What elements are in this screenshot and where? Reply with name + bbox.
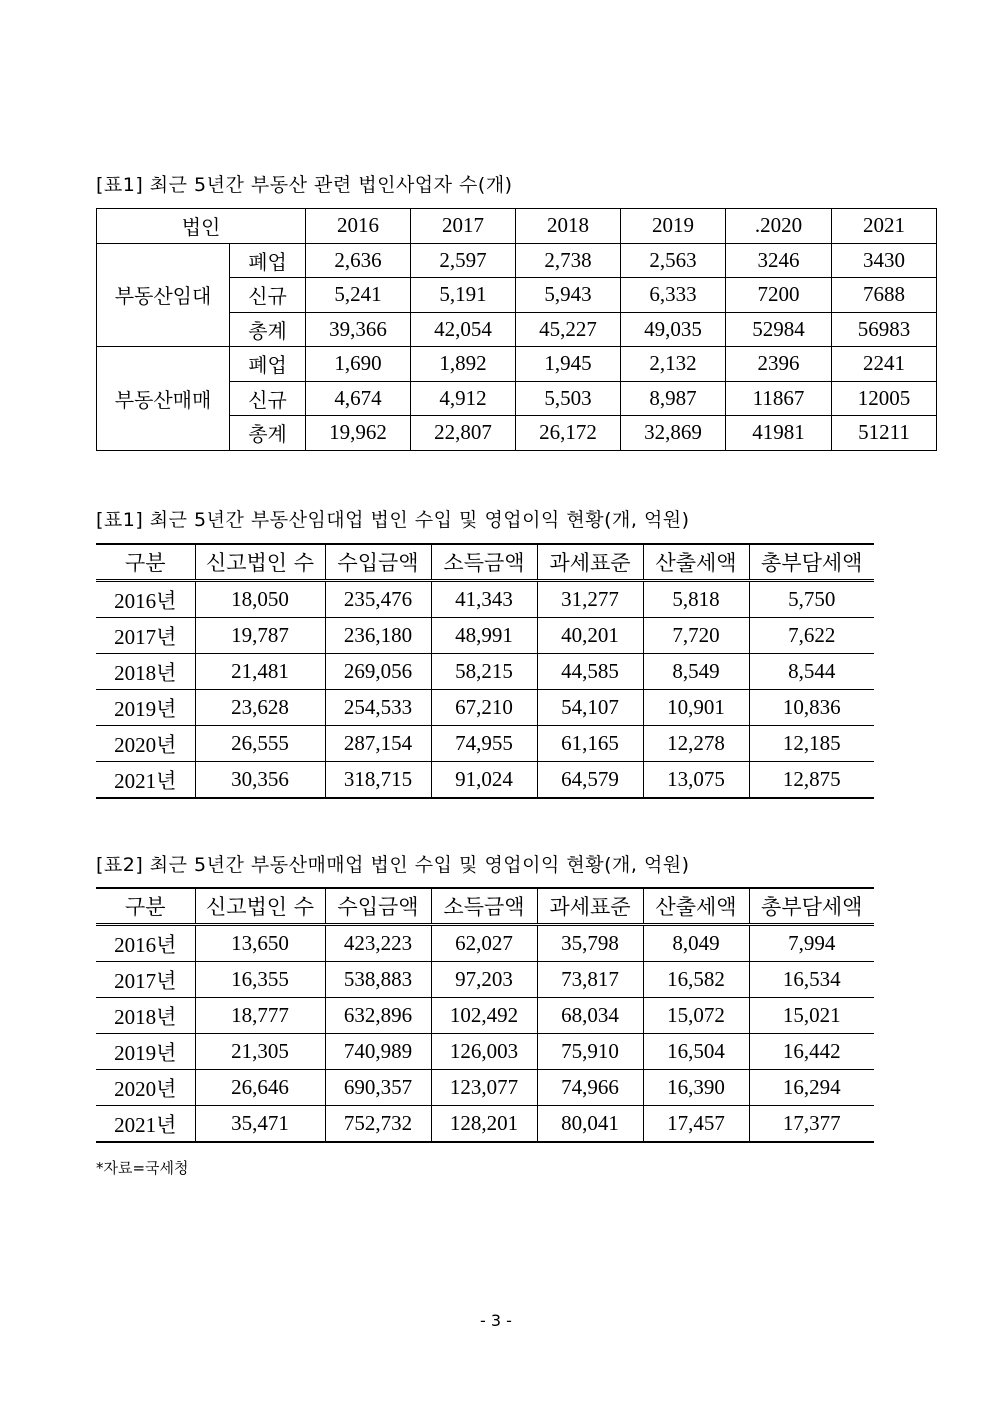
table-cell: 12005 [832,381,937,416]
table-cell: 8,549 [643,654,749,690]
header-cell: 산출세액 [643,888,749,925]
year-cell: 2020년 [96,1070,195,1106]
header-cell: 과세표준 [537,888,643,925]
table-cell: 16,355 [195,962,325,998]
table-cell: 15,021 [749,998,874,1034]
table-row [96,1070,874,1106]
table-row [96,726,874,762]
table-cell: 126,003 [431,1034,537,1070]
table-cell: 3430 [832,243,937,278]
table-cell: 7200 [726,278,832,313]
year-cell: 2019년 [96,690,195,726]
table3-header-row [96,888,874,925]
table-row [96,690,874,726]
table2-header-row [96,544,874,581]
table-cell: 97,203 [431,962,537,998]
table-cell: 235,476 [325,581,431,618]
table-row [96,618,874,654]
year-cell: 2020년 [96,726,195,762]
table-cell: 128,201 [431,1106,537,1143]
table-row [96,1106,874,1143]
group-label: 부동산매매 [97,347,230,451]
table1-header-row [97,209,937,244]
table-cell: 12,278 [643,726,749,762]
trading-income-table [96,887,874,1143]
table-cell: 10,836 [749,690,874,726]
row-label: 총계 [230,312,306,347]
table-cell: 56983 [832,312,937,347]
table-cell: 6,333 [621,278,726,313]
table-cell: 2,563 [621,243,726,278]
table-cell: 26,172 [516,416,621,451]
table-cell: 74,955 [431,726,537,762]
table-cell: 32,869 [621,416,726,451]
table-cell: 40,201 [537,618,643,654]
table3-caption: [표2] 최근 5년간 부동산매매업 법인 수입 및 영업이익 현황(개, 억원) [96,854,690,876]
header-cell: 2017 [411,209,516,244]
table-cell: 1,892 [411,347,516,382]
table-cell: 21,305 [195,1034,325,1070]
table-cell: 64,579 [537,762,643,799]
table-cell: 2,597 [411,243,516,278]
header-cell: 2021 [832,209,937,244]
table-cell: 7,622 [749,618,874,654]
table-cell: 49,035 [621,312,726,347]
table-cell: 16,582 [643,962,749,998]
header-cell: 법인 [97,209,306,244]
table-cell: 12,875 [749,762,874,799]
table-cell: 2,132 [621,347,726,382]
table-cell: 73,817 [537,962,643,998]
table-cell: 2,636 [306,243,411,278]
table-row [96,1034,874,1070]
table-cell: 22,807 [411,416,516,451]
table-cell: 269,056 [325,654,431,690]
table-cell: 58,215 [431,654,537,690]
header-cell: 구분 [96,544,195,581]
table-row [96,654,874,690]
table-cell: 75,910 [537,1034,643,1070]
table-cell: 690,357 [325,1070,431,1106]
table-cell: 15,072 [643,998,749,1034]
table-cell: 8,049 [643,925,749,962]
header-cell: 신고법인 수 [195,888,325,925]
table-cell: 1,690 [306,347,411,382]
table-cell: 21,481 [195,654,325,690]
table-cell: 30,356 [195,762,325,799]
table-cell: 39,366 [306,312,411,347]
table-cell: 35,798 [537,925,643,962]
year-cell: 2016년 [96,925,195,962]
table-cell: 16,504 [643,1034,749,1070]
row-label: 폐업 [230,347,306,382]
header-cell: 2019 [621,209,726,244]
table-cell: 35,471 [195,1106,325,1143]
table-cell: 26,555 [195,726,325,762]
table-cell: 17,377 [749,1106,874,1143]
table-cell: 19,962 [306,416,411,451]
table-cell: 287,154 [325,726,431,762]
table-cell: 74,966 [537,1070,643,1106]
header-cell: 소득금액 [431,888,537,925]
table-cell: 68,034 [537,998,643,1034]
table-row [96,998,874,1034]
table-cell: 8,544 [749,654,874,690]
table3-body [96,925,874,1143]
table-cell: 41981 [726,416,832,451]
table-cell: 19,787 [195,618,325,654]
table-cell: 123,077 [431,1070,537,1106]
table-cell: 16,534 [749,962,874,998]
table-cell: 16,294 [749,1070,874,1106]
table-cell: 17,457 [643,1106,749,1143]
table-cell: 5,191 [411,278,516,313]
table-cell: 16,442 [749,1034,874,1070]
table1-caption: [표1] 최근 5년간 부동산 관련 법인사업자 수(개) [96,174,513,196]
table-cell: 5,750 [749,581,874,618]
year-cell: 2017년 [96,618,195,654]
table-cell: 31,277 [537,581,643,618]
header-cell: 신고법인 수 [195,544,325,581]
table-cell: 2396 [726,347,832,382]
header-cell: 2018 [516,209,621,244]
table-cell: 3246 [726,243,832,278]
table-cell: 632,896 [325,998,431,1034]
table-cell: 41,343 [431,581,537,618]
page-number: - 3 - [480,1311,512,1330]
table-cell: 44,585 [537,654,643,690]
year-cell: 2016년 [96,581,195,618]
table-cell: 423,223 [325,925,431,962]
row-label: 신규 [230,381,306,416]
year-cell: 2018년 [96,654,195,690]
table-row [96,962,874,998]
header-cell: 총부담세액 [749,544,874,581]
table-cell: 752,732 [325,1106,431,1143]
table-cell: 45,227 [516,312,621,347]
table-cell: 2241 [832,347,937,382]
table2-body [96,581,874,799]
table-cell: 26,646 [195,1070,325,1106]
row-label: 총계 [230,416,306,451]
table-cell: 5,943 [516,278,621,313]
year-cell: 2019년 [96,1034,195,1070]
header-cell: 소득금액 [431,544,537,581]
table-cell: 1,945 [516,347,621,382]
rental-income-table [96,543,874,799]
table-row [97,347,937,382]
table-cell: 91,024 [431,762,537,799]
table-cell: 254,533 [325,690,431,726]
header-cell: 2016 [306,209,411,244]
table-row [97,243,937,278]
table-cell: 5,241 [306,278,411,313]
year-cell: 2018년 [96,998,195,1034]
table-cell: 740,989 [325,1034,431,1070]
table-cell: 7,994 [749,925,874,962]
header-cell: 과세표준 [537,544,643,581]
table-cell: 10,901 [643,690,749,726]
table-cell: 13,650 [195,925,325,962]
table-cell: 8,987 [621,381,726,416]
table2-caption: [표1] 최근 5년간 부동산임대업 법인 수입 및 영업이익 현황(개, 억원) [96,509,690,531]
table-cell: 48,991 [431,618,537,654]
table-cell: 80,041 [537,1106,643,1143]
table-cell: 236,180 [325,618,431,654]
header-cell: 수입금액 [325,888,431,925]
header-cell: 산출세액 [643,544,749,581]
header-cell: 수입금액 [325,544,431,581]
header-cell: .2020 [726,209,832,244]
table-cell: 23,628 [195,690,325,726]
table-cell: 7688 [832,278,937,313]
table-cell: 18,050 [195,581,325,618]
year-cell: 2021년 [96,1106,195,1143]
year-cell: 2021년 [96,762,195,799]
row-label: 폐업 [230,243,306,278]
table-cell: 51211 [832,416,937,451]
table-row [96,762,874,799]
source-note: *자료=국세청 [96,1159,189,1177]
corporate-count-table [96,208,937,451]
table-row [96,581,874,618]
table-cell: 54,107 [537,690,643,726]
table-cell: 67,210 [431,690,537,726]
row-label: 신규 [230,278,306,313]
table-cell: 2,738 [516,243,621,278]
table-cell: 7,720 [643,618,749,654]
table-cell: 16,390 [643,1070,749,1106]
table-cell: 18,777 [195,998,325,1034]
year-cell: 2017년 [96,962,195,998]
table-row [96,925,874,962]
table-cell: 4,912 [411,381,516,416]
table-cell: 5,503 [516,381,621,416]
header-cell: 총부담세액 [749,888,874,925]
table-cell: 52984 [726,312,832,347]
header-cell: 구분 [96,888,195,925]
table-cell: 102,492 [431,998,537,1034]
table-cell: 62,027 [431,925,537,962]
table-cell: 42,054 [411,312,516,347]
table-cell: 538,883 [325,962,431,998]
group-label: 부동산임대 [97,243,230,347]
table-cell: 4,674 [306,381,411,416]
table-cell: 13,075 [643,762,749,799]
table-cell: 11867 [726,381,832,416]
table-cell: 5,818 [643,581,749,618]
table-cell: 61,165 [537,726,643,762]
table-cell: 318,715 [325,762,431,799]
table-cell: 12,185 [749,726,874,762]
